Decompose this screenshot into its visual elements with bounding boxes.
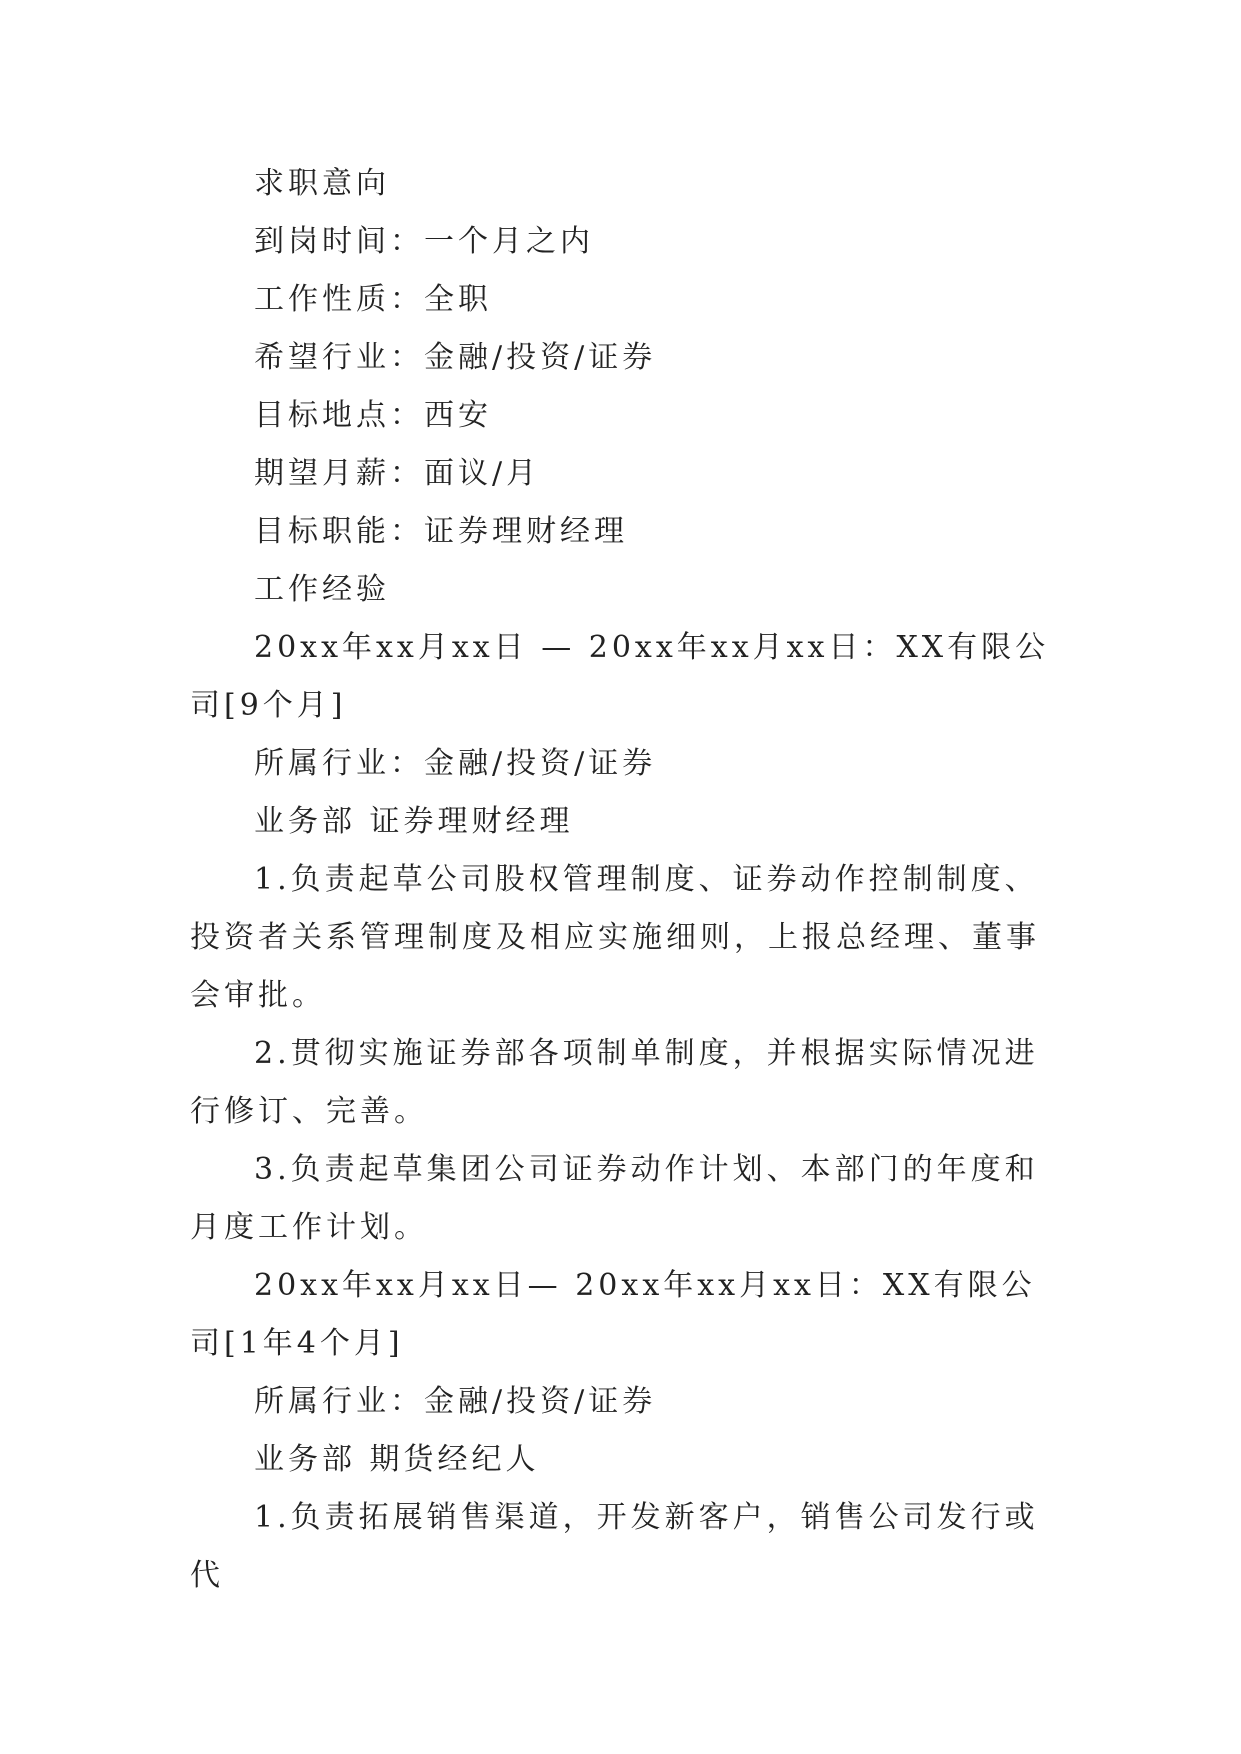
field-job-type: 工作性质：全职 (254, 282, 492, 317)
section-heading-job-intention: 求职意向 (254, 166, 390, 201)
job-1-industry: 所属行业：金融/投资/证券 (254, 746, 657, 781)
section-heading-work-experience: 工作经验 (254, 572, 390, 607)
job-1-duty-3: 3.负责起草集团公司证券动作计划、本部门的年度和月度工作计划。 (190, 1152, 1039, 1245)
job-2-industry: 所属行业：金融/投资/证券 (254, 1384, 657, 1419)
field-start-date: 到岗时间：一个月之内 (254, 224, 594, 259)
job-2-period: 20xx年xx月xx日— 20xx年xx月xx日：XX有限公司[1年4个月] (190, 1268, 1036, 1361)
field-expected-salary: 期望月薪：面议/月 (254, 456, 541, 491)
job-1-duty-1: 1.负责起草公司股权管理制度、证券动作控制制度、投资者关系管理制度及相应实施细则，上报总经理、董事会审批。 (190, 862, 1040, 1013)
job-1-duty-2: 2.贯彻实施证券部各项制单制度，并根据实际情况进行修订、完善。 (190, 1036, 1039, 1129)
job-1-title: 业务部 证券理财经理 (254, 804, 574, 839)
document-body (190, 155, 1050, 1605)
field-target-location: 目标地点：西安 (254, 398, 492, 433)
job-1-period: 20xx年xx月xx日 — 20xx年xx月xx日：XX有限公司[9个月] (190, 630, 1050, 723)
field-desired-industry: 希望行业：金融/投资/证券 (254, 340, 657, 375)
field-target-function: 目标职能：证券理财经理 (254, 514, 628, 549)
job-2-title: 业务部 期货经纪人 (254, 1442, 540, 1477)
job-2-duty-1: 1.负责拓展销售渠道，开发新客户，销售公司发行或代 (190, 1500, 1039, 1593)
